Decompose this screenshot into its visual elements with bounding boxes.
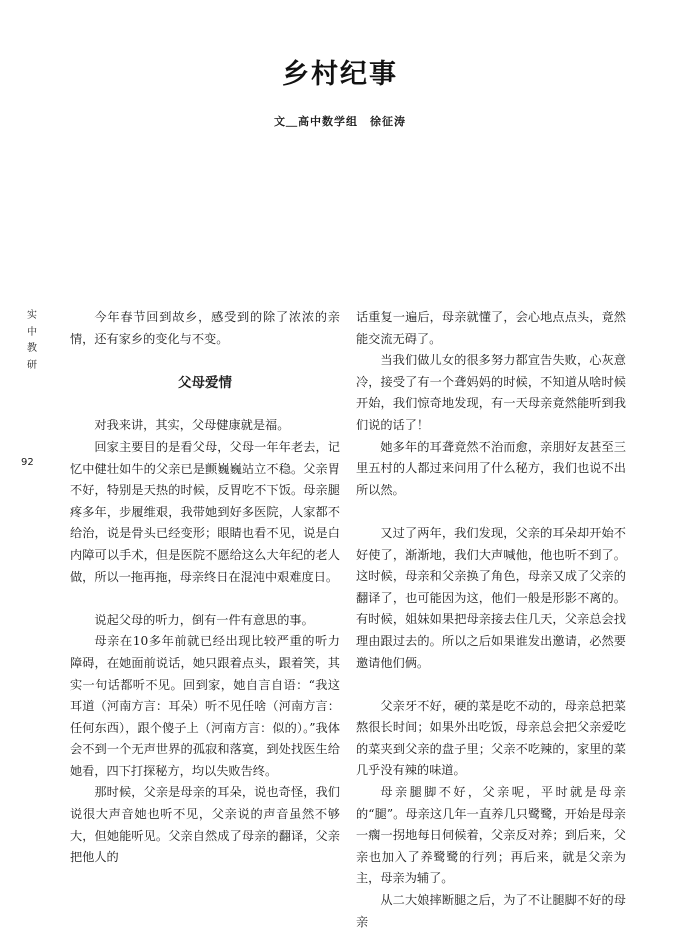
spacer [70,394,340,416]
paragraph: 父亲牙不好，硬的菜是吃不动的，母亲总把菜熬很长时间；如果外出吃饭，母亲总会把父亲爱吃的菜夹到父亲的盘子里；父亲不吃辣的，家里的菜几乎没有辣的味道。 [356,698,626,778]
paragraph: 那时候，父亲是母亲的耳朵，说也奇怪，我们说很大声音她也听不见，父亲说的声音虽然不够大，但她能听见。父亲自然成了母亲的翻译，父亲把他人的 [70,785,340,865]
paragraph: 母亲在10多年前就已经出现比较严重的听力障碍，在她面前说话，她只跟着点头，跟着笑，其实一句话都听不见。回到家，她自言自语：“我这耳道（河南方言：耳朵）听不见任啥（河南方言：任何东西），跟个傻子上（河南方言：似的）。”我体会不到一个无声世界的孤寂和落寞，到处找医生给她看，四下打探秘方，均以失败告终。 [70,634,340,778]
paragraph: 对我来讲，其实，父母健康就是福。 [94,418,290,433]
journal-side-label: 实中教研 [27,310,37,371]
paragraph: 从二大娘摔断腿之后，为了不让腿脚不好的母亲 [356,893,626,929]
spacer [70,350,340,372]
paragraph: 又过了两年，我们发现，父亲的耳朵却开始不好使了，渐渐地，我们大声喊他，他也听不到了。这时候，母亲和父亲换了角色，母亲又成了父亲的翻译了，也可能因为这，他们一般是形影不离的。有时候，姐妹如果把母亲接去住几天，父亲总会找理由跟过去的。所以之后如果谁发出邀请，必然要邀请他们俩。 [356,525,626,670]
paragraph: 话重复一遍后，母亲就懂了，会心地点点头，竟然能交流无碍了。 [356,310,626,346]
paragraph: 回家主要目的是看父母，父母一年年老去，记忆中健壮如牛的父亲已是颤巍巍站立不稳。父亲胃不好，特别是天热的时候，反胃吃不下饭。母亲腿疼多年，步履维艰，我带她到好多医院，人家都不给治，说是骨头已经变形；眼睛也看不见，说是白内障可以手术，但是医院不愿给这么大年纪的老人做，所以一拖再拖，母亲终日在混沌中艰难度日。 [70,439,340,584]
spacer [356,501,626,523]
byline: 文＿高中数学组 徐征涛 [274,115,406,128]
left-column [70,307,340,869]
paragraph: 说起父母的听力，倒有一件有意思的事。 [94,612,314,627]
paragraph: 今年春节回到故乡，感受到的除了浓浓的亲情，还有家乡的变化与不变。 [70,310,340,346]
article-title: 乡村纪事 [282,59,398,90]
paragraph: 母亲腿脚不好，父亲呢，平时就是母亲的“腿”。母亲这几年一直养几只鹭鹭，开始是母亲一瘸一拐地每日伺候着，父亲反对养；到后来，父亲也加入了养鹭鹭的行列；再后来，就是父亲为主，母亲为辅了。 [356,785,626,886]
page-number: 92 [21,457,34,468]
paragraph: 当我们做儿女的很多努力都宣告失败，心灰意冷，接受了有一个聋妈妈的时候，不知道从啥时候开始，我们惊奇地发现，有一天母亲竟然能听到我们说的话了！ [356,353,626,432]
paragraph: 她多年的耳聋竟然不治而愈，亲朋好友甚至三里五村的人都过来问用了什么秘方，我们也说不出所以然。 [356,439,626,497]
spacer [70,588,340,610]
right-column [356,307,626,933]
section-heading: 父母爱情 [178,374,232,391]
spacer [356,674,626,696]
